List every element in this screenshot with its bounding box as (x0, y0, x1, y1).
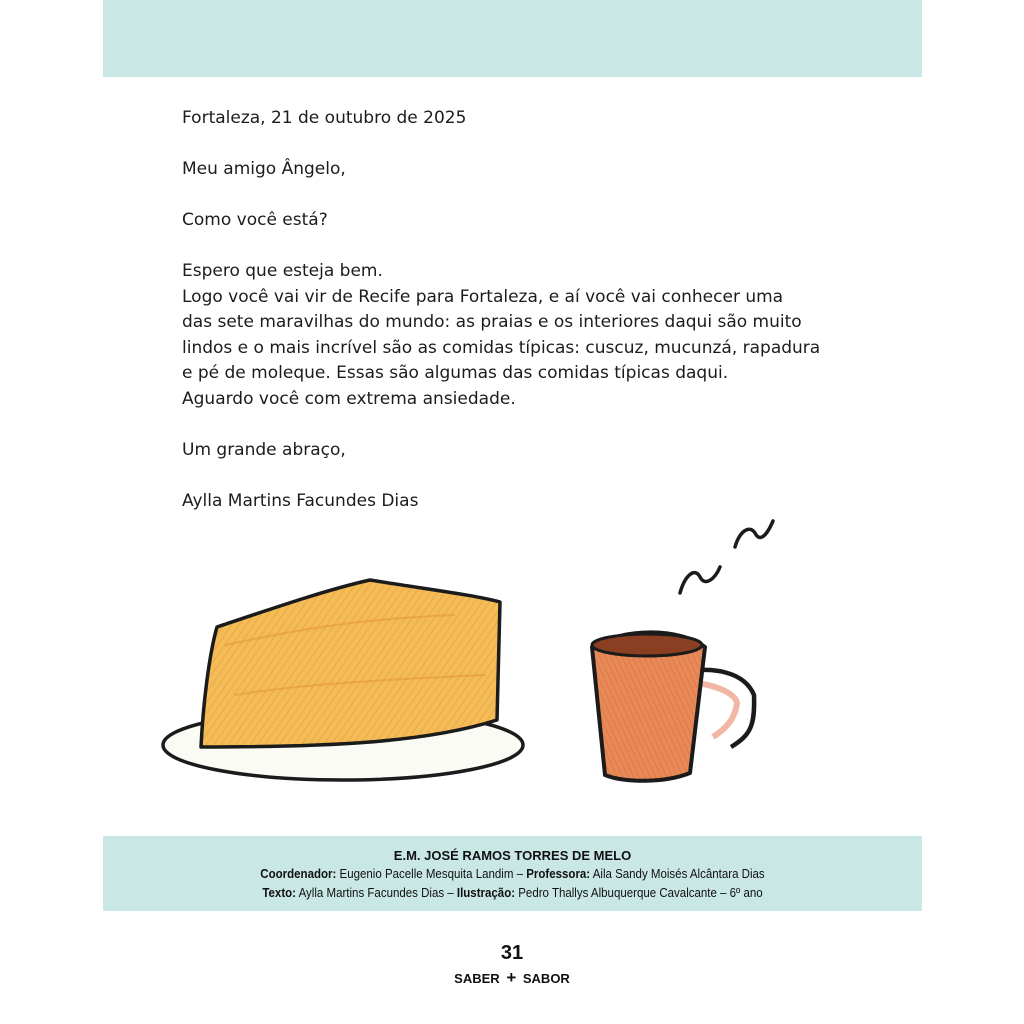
salutation: Meu amigo Ângelo, (182, 159, 346, 179)
letter-line: lindos e o mais incrível são as comidas típicas: cuscuz, mucunzá, rapadura (182, 337, 821, 358)
cake-on-plate-drawing-icon (163, 580, 523, 780)
letter-line: Espero que esteja bem. (182, 261, 383, 281)
date-line: Fortaleza, 21 de outubro de 2025 (182, 108, 467, 128)
steam-drawing-icon (680, 521, 773, 593)
publication-brand (0, 968, 1024, 988)
illustration-label: Ilustração: (456, 886, 516, 900)
child-drawing-illustration (125, 515, 825, 820)
coordinator-name: Eugenio Pacelle Mesquita Landim – (339, 867, 524, 881)
teacher-label: Professora: (526, 867, 591, 881)
greeting-question: Como você está? (182, 210, 328, 230)
credits-authors-line (136, 884, 889, 903)
closing: Um grande abraço, (182, 439, 346, 460)
signature: Aylla Martins Facundes Dias (182, 490, 419, 511)
letter-line: Aguardo você com extrema ansiedade. (182, 388, 516, 409)
letter-body (182, 106, 862, 514)
school-name: E.M. JOSÉ RAMOS TORRES DE MELO (393, 848, 632, 863)
top-header-band (103, 0, 922, 77)
credits-coordination-line (136, 865, 889, 884)
text-label: Texto: (262, 886, 297, 900)
letter-line: e pé de moleque. Essas são algumas das comidas típicas daqui. (182, 363, 729, 383)
coffee-mug-drawing-icon (592, 632, 754, 780)
letter-line: das sete maravilhas do mundo: as praias e os interiores daqui são muito (182, 312, 802, 332)
teacher-name: Aila Sandy Moisés Alcântara Dias (592, 867, 765, 881)
brand-plus: + (506, 968, 517, 987)
letter-line: Logo você vai vir de Recife para Fortaleza, e aí você vai conhecer uma (182, 286, 784, 307)
brand-saber: SABER (454, 971, 500, 986)
text-author: Aylla Martins Facundes Dias – (298, 886, 454, 900)
illustrator-name: Pedro Thallys Albuquerque Cavalcante – 6º ano (518, 886, 763, 900)
page-number: 31 (500, 942, 524, 964)
brand-sabor: SABOR (522, 971, 570, 986)
credits-band (103, 836, 922, 911)
letter-paragraph (182, 259, 862, 412)
coordinator-label: Coordenador: (260, 867, 337, 881)
